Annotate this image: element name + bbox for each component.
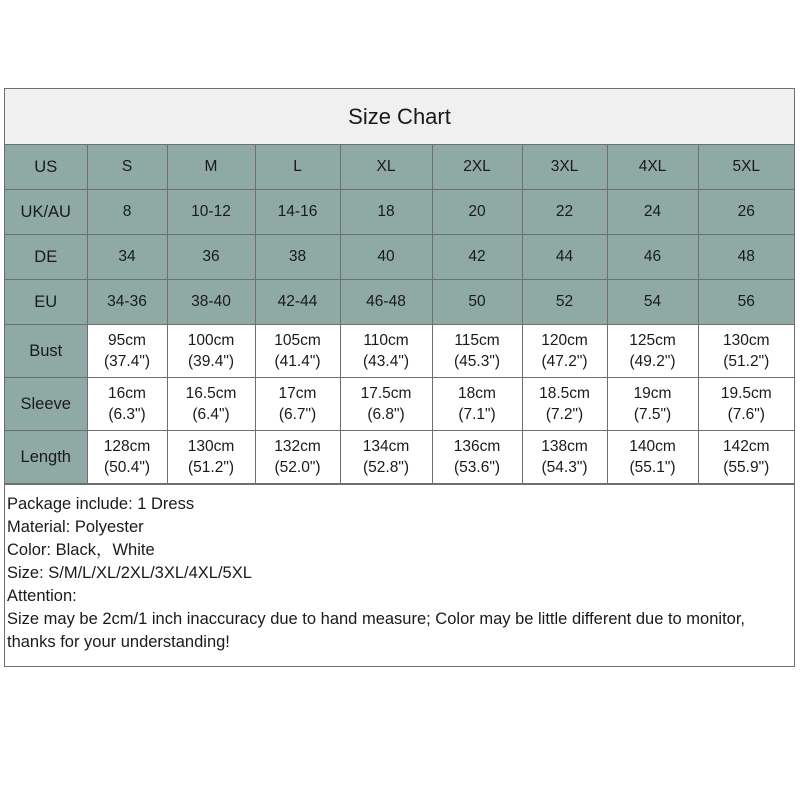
sleeve-cell [607,378,698,431]
de-size-cell: 42 [432,235,522,280]
sleeve-cm: 16.5cm [185,385,237,402]
eu-size-row [5,280,794,325]
de-size-cell: 40 [340,235,432,280]
sleeve-label: Sleeve [5,378,87,431]
de-size-cell: 46 [607,235,698,280]
bust-cm: 105cm [274,332,321,349]
product-notes [5,484,794,654]
bust-cell [167,325,255,378]
sleeve-inch: (7.2") [545,406,584,423]
length-cm: 142cm [722,438,770,455]
package-note: Package include: 1 Dress [7,495,195,513]
bust-cm: 95cm [108,332,146,349]
bust-cm: 125cm [629,332,676,349]
length-cell [340,431,432,484]
length-cell [698,431,794,484]
length-cm: 130cm [187,438,235,455]
length-row [5,431,794,484]
us-size-cell: 3XL [522,145,607,190]
sleeve-inch: (6.7") [278,406,317,423]
eu-size-cell: 54 [607,280,698,325]
bust-cm: 100cm [187,332,235,349]
bust-cm: 130cm [722,332,770,349]
bust-inch: (41.4") [274,353,321,370]
bust-cm: 110cm [363,332,409,349]
sleeve-cell [167,378,255,431]
length-inch: (51.2") [188,459,234,476]
material-note: Material: Polyester [7,518,144,536]
de-size-cell: 36 [167,235,255,280]
sleeve-row [5,378,794,431]
sleeve-cm: 16cm [108,385,146,402]
sleeve-inch: (6.3") [108,406,146,423]
length-cell [167,431,255,484]
de-size-row [5,235,794,280]
eu-size-cell: 46-48 [340,280,432,325]
de-size-cell: 48 [698,235,794,280]
eu-size-cell: 38-40 [167,280,255,325]
length-cm: 140cm [629,438,676,455]
eu-size-cell: EU [5,280,87,325]
length-inch: (53.6") [454,459,500,476]
de-size-cell: 38 [255,235,340,280]
length-cm: 136cm [453,438,501,455]
us-size-cell: XL [340,145,432,190]
length-inch: (54.3") [541,459,588,476]
size-chart [4,88,795,667]
us-size-cell: 2XL [432,145,522,190]
bust-cm: 115cm [454,332,500,349]
bust-inch: (45.3") [454,353,500,370]
us-size-row [5,145,794,190]
uk-au-size-cell: UK/AU [5,190,87,235]
disclaimer-note: Size may be 2cm/1 inch inaccuracy due to hand measure; Color may be little different due to monitor, thanks for your understanding! [7,610,745,651]
bust-label: Bust [5,325,87,378]
us-size-cell: L [255,145,340,190]
sleeve-cm: 17cm [278,385,317,402]
uk-au-size-cell: 10-12 [167,190,255,235]
eu-size-cell: 34-36 [87,280,167,325]
sleeve-cm: 19cm [633,385,672,402]
bust-cell [432,325,522,378]
uk-au-size-row [5,190,794,235]
uk-au-size-cell: 20 [432,190,522,235]
length-inch: (55.1") [629,459,676,476]
sleeve-cell [255,378,340,431]
sleeve-cell [522,378,607,431]
sleeve-cm: 18.5cm [539,385,590,402]
us-size-cell: 4XL [607,145,698,190]
length-inch: (52.0") [274,459,321,476]
uk-au-size-cell: 14-16 [255,190,340,235]
uk-au-size-cell: 8 [87,190,167,235]
length-label: Length [5,431,87,484]
bust-inch: (49.2") [629,353,676,370]
bust-cell [698,325,794,378]
uk-au-size-cell: 26 [698,190,794,235]
length-cell [432,431,522,484]
sleeve-inch: (6.4") [192,406,230,423]
eu-size-cell: 56 [698,280,794,325]
bust-cell [522,325,607,378]
sleeve-inch: (6.8") [367,406,405,423]
sleeve-cell [432,378,522,431]
length-inch: (52.8") [363,459,409,476]
bust-cell [607,325,698,378]
size-note: Size: S/M/L/XL/2XL/3XL/4XL/5XL [7,564,252,582]
sleeve-cell [340,378,432,431]
eu-size-cell: 52 [522,280,607,325]
length-inch: (50.4") [104,459,150,476]
sleeve-cm: 18cm [458,385,496,402]
length-inch: (55.9") [723,459,770,476]
sleeve-inch: (7.1") [458,406,496,423]
length-cm: 132cm [274,438,321,455]
de-size-cell: DE [5,235,87,280]
bust-inch: (37.4") [104,353,150,370]
sleeve-cm: 19.5cm [720,385,772,402]
bust-inch: (47.2") [541,353,588,370]
chart-title: Size Chart [5,89,794,145]
sleeve-cell [698,378,794,431]
sleeve-cm: 17.5cm [360,385,412,402]
sleeve-inch: (7.6") [727,406,765,423]
bust-cm: 120cm [541,332,588,349]
color-note: Color: Black，White [7,541,155,559]
bust-cell [255,325,340,378]
bust-inch: (39.4") [188,353,234,370]
attention-heading: Attention: [7,587,77,605]
length-cm: 134cm [362,438,410,455]
bust-row [5,325,794,378]
uk-au-size-cell: 24 [607,190,698,235]
us-size-cell: S [87,145,167,190]
size-table [5,145,794,484]
de-size-cell: 34 [87,235,167,280]
uk-au-size-cell: 18 [340,190,432,235]
eu-size-cell: 42-44 [255,280,340,325]
bust-inch: (51.2") [723,353,770,370]
length-cm: 128cm [103,438,151,455]
length-cell [87,431,167,484]
bust-cell [87,325,167,378]
eu-size-cell: 50 [432,280,522,325]
sleeve-inch: (7.5") [633,406,672,423]
bust-cell [340,325,432,378]
us-size-cell: 5XL [698,145,794,190]
sleeve-cell [87,378,167,431]
uk-au-size-cell: 22 [522,190,607,235]
length-cell [522,431,607,484]
bust-inch: (43.4") [363,353,409,370]
de-size-cell: 44 [522,235,607,280]
length-cell [607,431,698,484]
us-size-cell: US [5,145,87,190]
us-size-cell: M [167,145,255,190]
length-cell [255,431,340,484]
length-cm: 138cm [541,438,588,455]
